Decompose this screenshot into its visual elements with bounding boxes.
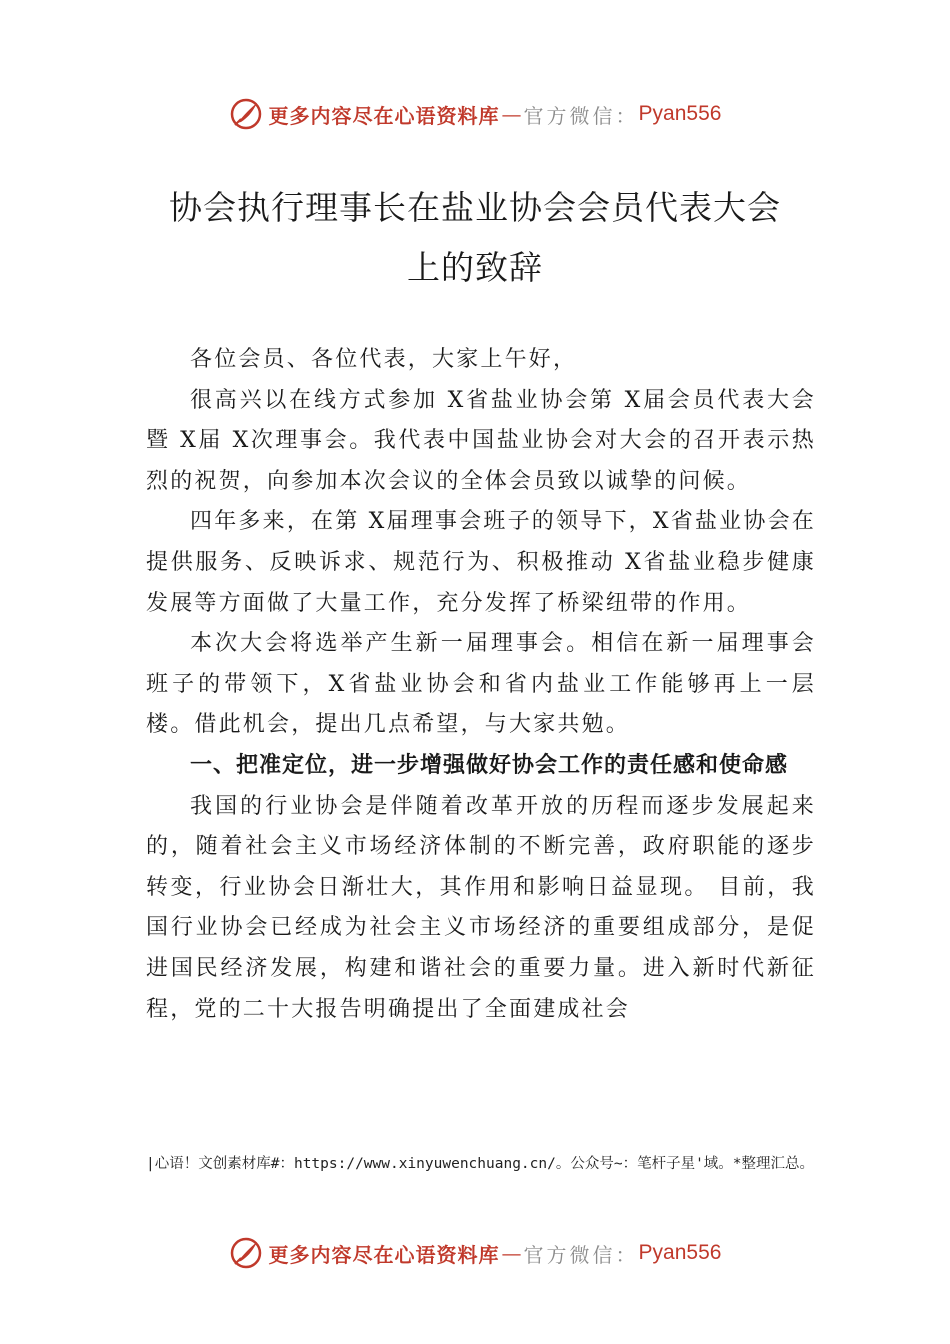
document-title bbox=[130, 178, 820, 298]
paragraph: 我国的行业协会是伴随着改革开放的历程而逐步发展起来的，随着社会主义市场经济体制的不断完善，政府职能的逐步转变，行业协会日渐壮大，其作用和影响日益显现。 目前，我国行业协会已经成为社会主义市场经济的重要组成部分，是促进国民经济发展，构建和谐社会的重要力量。进入新时代新征程，党的二十大报告明确提出了全面建成社会 bbox=[146, 793, 816, 1022]
banner-label: 官方微信： bbox=[523, 103, 639, 128]
quill-logo-icon bbox=[229, 97, 263, 131]
banner-brand: 更多内容尽在心语资料库 bbox=[268, 103, 500, 128]
footer-banner bbox=[0, 1231, 950, 1275]
banner-wechat-id: Pyan556 bbox=[638, 1241, 722, 1264]
quill-logo-icon bbox=[229, 1236, 263, 1270]
banner-dash: — bbox=[501, 1241, 522, 1265]
paragraph: 很高兴以在线方式参加 X省盐业协会第 X届会员代表大会暨 X届 X次理事会。我代表中国盐业协会对大会的召开表示热烈的祝贺，向参加本次会议的全体会员致以诚挚的问候。 bbox=[146, 387, 816, 494]
document-body bbox=[146, 340, 816, 1030]
paragraph: 各位会员、各位代表，大家上午好， bbox=[190, 347, 578, 372]
title-line-1: 协会执行理事长在盐业协会会员代表大会 bbox=[169, 188, 781, 227]
banner-wechat-id: Pyan556 bbox=[638, 102, 722, 125]
banner-dash: — bbox=[501, 102, 522, 126]
paragraph: 四年多来，在第 X届理事会班子的领导下，X省盐业协会在提供服务、反映诉求、规范行为、积极推动 X省盐业稳步健康发展等方面做了大量工作，充分发挥了桥梁纽带的作用。 bbox=[146, 509, 816, 616]
section-heading: 一、把准定位，进一步增强做好协会工作的责任感和使命感 bbox=[190, 752, 789, 778]
title-line-2: 上的致辞 bbox=[407, 248, 543, 287]
paragraph: 本次大会将选举产生新一届理事会。相信在新一届理事会班子的带领下，X省盐业协会和省内盐业工作能够再上一层楼。借此机会，提出几点希望，与大家共勉。 bbox=[146, 631, 816, 738]
source-footnote: |心语！文创素材库#：https://www.xinyuwenchuang.cn/。公众号~：笔杆子星'域。*整理汇总。 bbox=[146, 1156, 815, 1172]
banner-brand: 更多内容尽在心语资料库 bbox=[268, 1242, 500, 1267]
header-banner bbox=[0, 92, 950, 136]
banner-label: 官方微信： bbox=[523, 1242, 639, 1267]
